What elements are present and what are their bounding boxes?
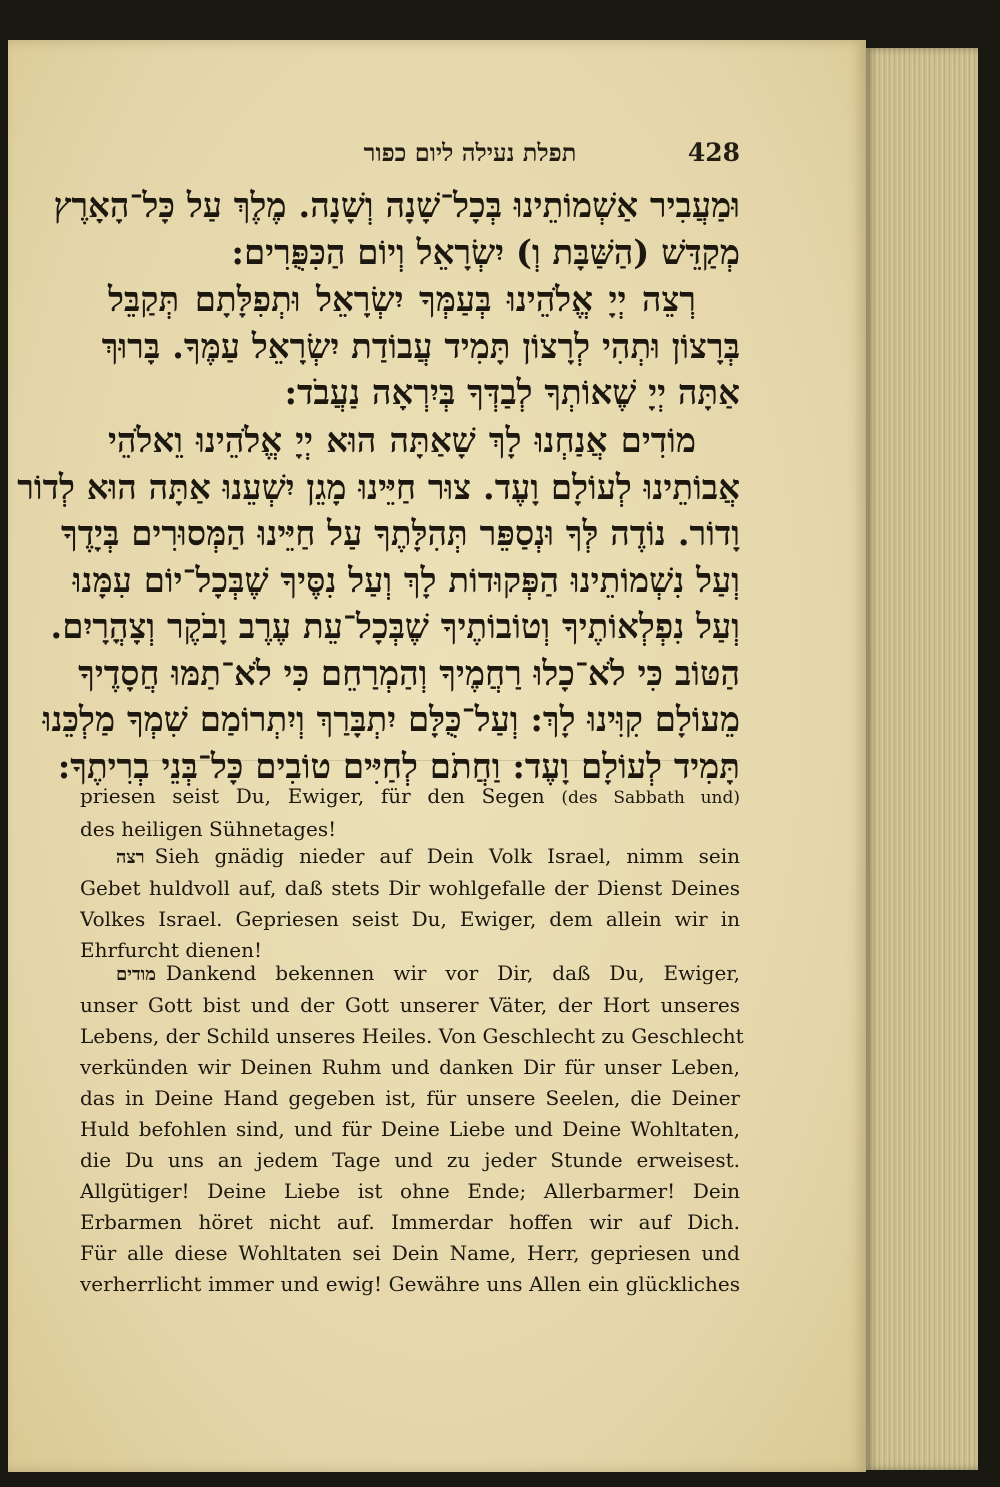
german-line: die Du uns an jedem Tage und zu jeder Stunde erweisest.: [80, 1148, 740, 1172]
hebrew-line: וָדוֹר. נוֹדֶה לְּךָ וּנְסַפֵּר תְּהִלָּתֶךָ עַל חַיֵּינוּ הַמְּסוּרִים בְּיָדֶךָ: [61, 514, 740, 554]
hebrew-line: מוֹדִים אֲנַחְנוּ לָךְ שָׁאַתָּה הוּא יְיָ אֱלֹהֵינוּ וֵאלֹהֵי: [108, 421, 696, 461]
german-line: Gebet huldvoll auf, daß stets Dir wohlgefalle der Dienst Deines: [80, 876, 740, 900]
german-line: Lebens, der Schild unseres Heiles. Von Geschlecht zu Geschlecht: [80, 1024, 744, 1048]
hebrew-line: רְצֵה יְיָ אֱלֹהֵינוּ בְּעַמְּךָ יִשְׂרָאֵל וּתְפִלָּתָם תְּקַבֵּל: [108, 280, 696, 320]
german-paragraph-3: [80, 958, 744, 1300]
hebrew-line: מֵעוֹלָם קִוִּינוּ לָךְ: וְעַל־כֻּלָּם יִתְבָּרַךְ וְיִתְרוֹמַם שִׁמְךָ מַלְכֵּנוּ: [42, 700, 740, 740]
hebrew-line: הַטּוֹב כִּי לֹא־כָלוּ רַחֲמֶיךָ וְהַמְרַחֵם כִּי לֹא־תַמּוּ חֲסָדֶיךָ: [78, 653, 740, 694]
german-line: Volkes Israel. Gepriesen seist Du, Ewiger, dem allein wir in: [80, 907, 740, 931]
german-line: unser Gott bist und der Gott unserer Väter, der Hort unseres: [80, 993, 740, 1017]
hebrew-line: אֲבוֹתֵינוּ לְעוֹלָם וָעֶד. צוּר חַיֵּינוּ מָגֵן יִשְׁעֵנוּ אַתָּה הוּא לְדוֹר: [17, 467, 740, 508]
hebrew-keyword: רצה: [116, 847, 145, 868]
page-number: 428: [687, 138, 740, 167]
hebrew-line: בְּרָצוֹן וּתְהִי לְרָצוֹן תָּמִיד עֲבוֹדַת יִשְׂרָאֵל עַמֶּךָ. בָּרוּךְ: [101, 326, 740, 367]
german-line: das in Deine Hand gegeben ist, für unsere Seelen, die Deiner: [80, 1086, 740, 1110]
hebrew-keyword: מודים: [116, 964, 156, 985]
german-paragraph-2: [80, 841, 740, 966]
german-parenthetical: (des Sabbath und): [561, 788, 740, 808]
german-paragraph-1: [80, 781, 740, 845]
german-text: Sieh gnädig nieder auf Dein Volk Israel, nimm sein: [154, 844, 740, 868]
hebrew-line: וְעַל נִשְׁמוֹתֵינוּ הַפְּקוּדוֹת לָךְ וְעַל נִסֶּיךָ שֶׁבְּכָל־יוֹם עִמָּנוּ: [72, 560, 740, 601]
hebrew-paragraph-1: [53, 183, 740, 276]
german-line: Ehrfurcht dienen!: [80, 938, 263, 962]
german-line: [80, 781, 740, 814]
hebrew-line: וְעַל נִפְלְאוֹתֶיךָ וְטוֹבוֹתֶיךָ שֶׁבְּכָל־עֵת עֶרֶב וָבֹקֶר וְצָהֳרָיִם.: [50, 607, 740, 647]
page-header: [120, 138, 740, 174]
german-line: verkünden wir Deinen Ruhm und danken Dir für unser Leben,: [80, 1055, 740, 1079]
german-line: Huld befohlen sind, und für Deine Liebe und Deine Wohltaten,: [80, 1117, 740, 1141]
hebrew-paragraph-2: [101, 277, 740, 417]
german-line: Allgütiger! Deine Liebe ist ohne Ende; Allerbarmer! Dein: [80, 1179, 740, 1203]
german-line: [80, 841, 740, 873]
book-fore-edge: [866, 48, 978, 1470]
section-divider: [80, 760, 740, 761]
hebrew-paragraph-3: [17, 418, 740, 790]
german-text: Dankend bekennen wir vor Dir, daß Du, Ewiger,: [165, 961, 740, 985]
german-line: des heiligen Sühnetages!: [80, 817, 337, 841]
hebrew-line: תָּמִיד לְעוֹלָם וָעֶד: וַחֲתֹם לְחַיִּים טוֹבִים כָּל־בְּנֵי בְרִיתֶךָ:: [57, 746, 740, 787]
hebrew-line: וּמַעֲבִיר אַשְׁמוֹתֵינוּ בְּכָל־שָׁנָה וְשָׁנָה. מֶלֶךְ עַל כָּל־הָאָרֶץ: [53, 186, 740, 226]
hebrew-line: אַתָּה יְיָ שֶׁאוֹתְךָ לְבַדְּךָ בְּיִרְאָה נַעֲבֹד:: [284, 373, 740, 413]
hebrew-line: מְקַדֵּשׁ (הַשַּׁבָּת וְ) יִשְׂרָאֵל וְיוֹם הַכִּפֻּרִים:: [231, 232, 740, 273]
german-text: priesen seist Du, Ewiger, für den Segen: [80, 784, 545, 808]
german-line: [80, 958, 740, 990]
running-head: תפלת נעילה ליום כפור: [363, 138, 577, 167]
german-line: Erbarmen höret nicht auf. Immerdar hoffen wir auf Dich.: [80, 1210, 740, 1234]
german-line: Für alle diese Wohltaten sei Dein Name, Herr, gepriesen und: [80, 1241, 740, 1265]
german-line: verherrlicht immer und ewig! Gewähre uns Allen ein glückliches: [80, 1272, 740, 1296]
